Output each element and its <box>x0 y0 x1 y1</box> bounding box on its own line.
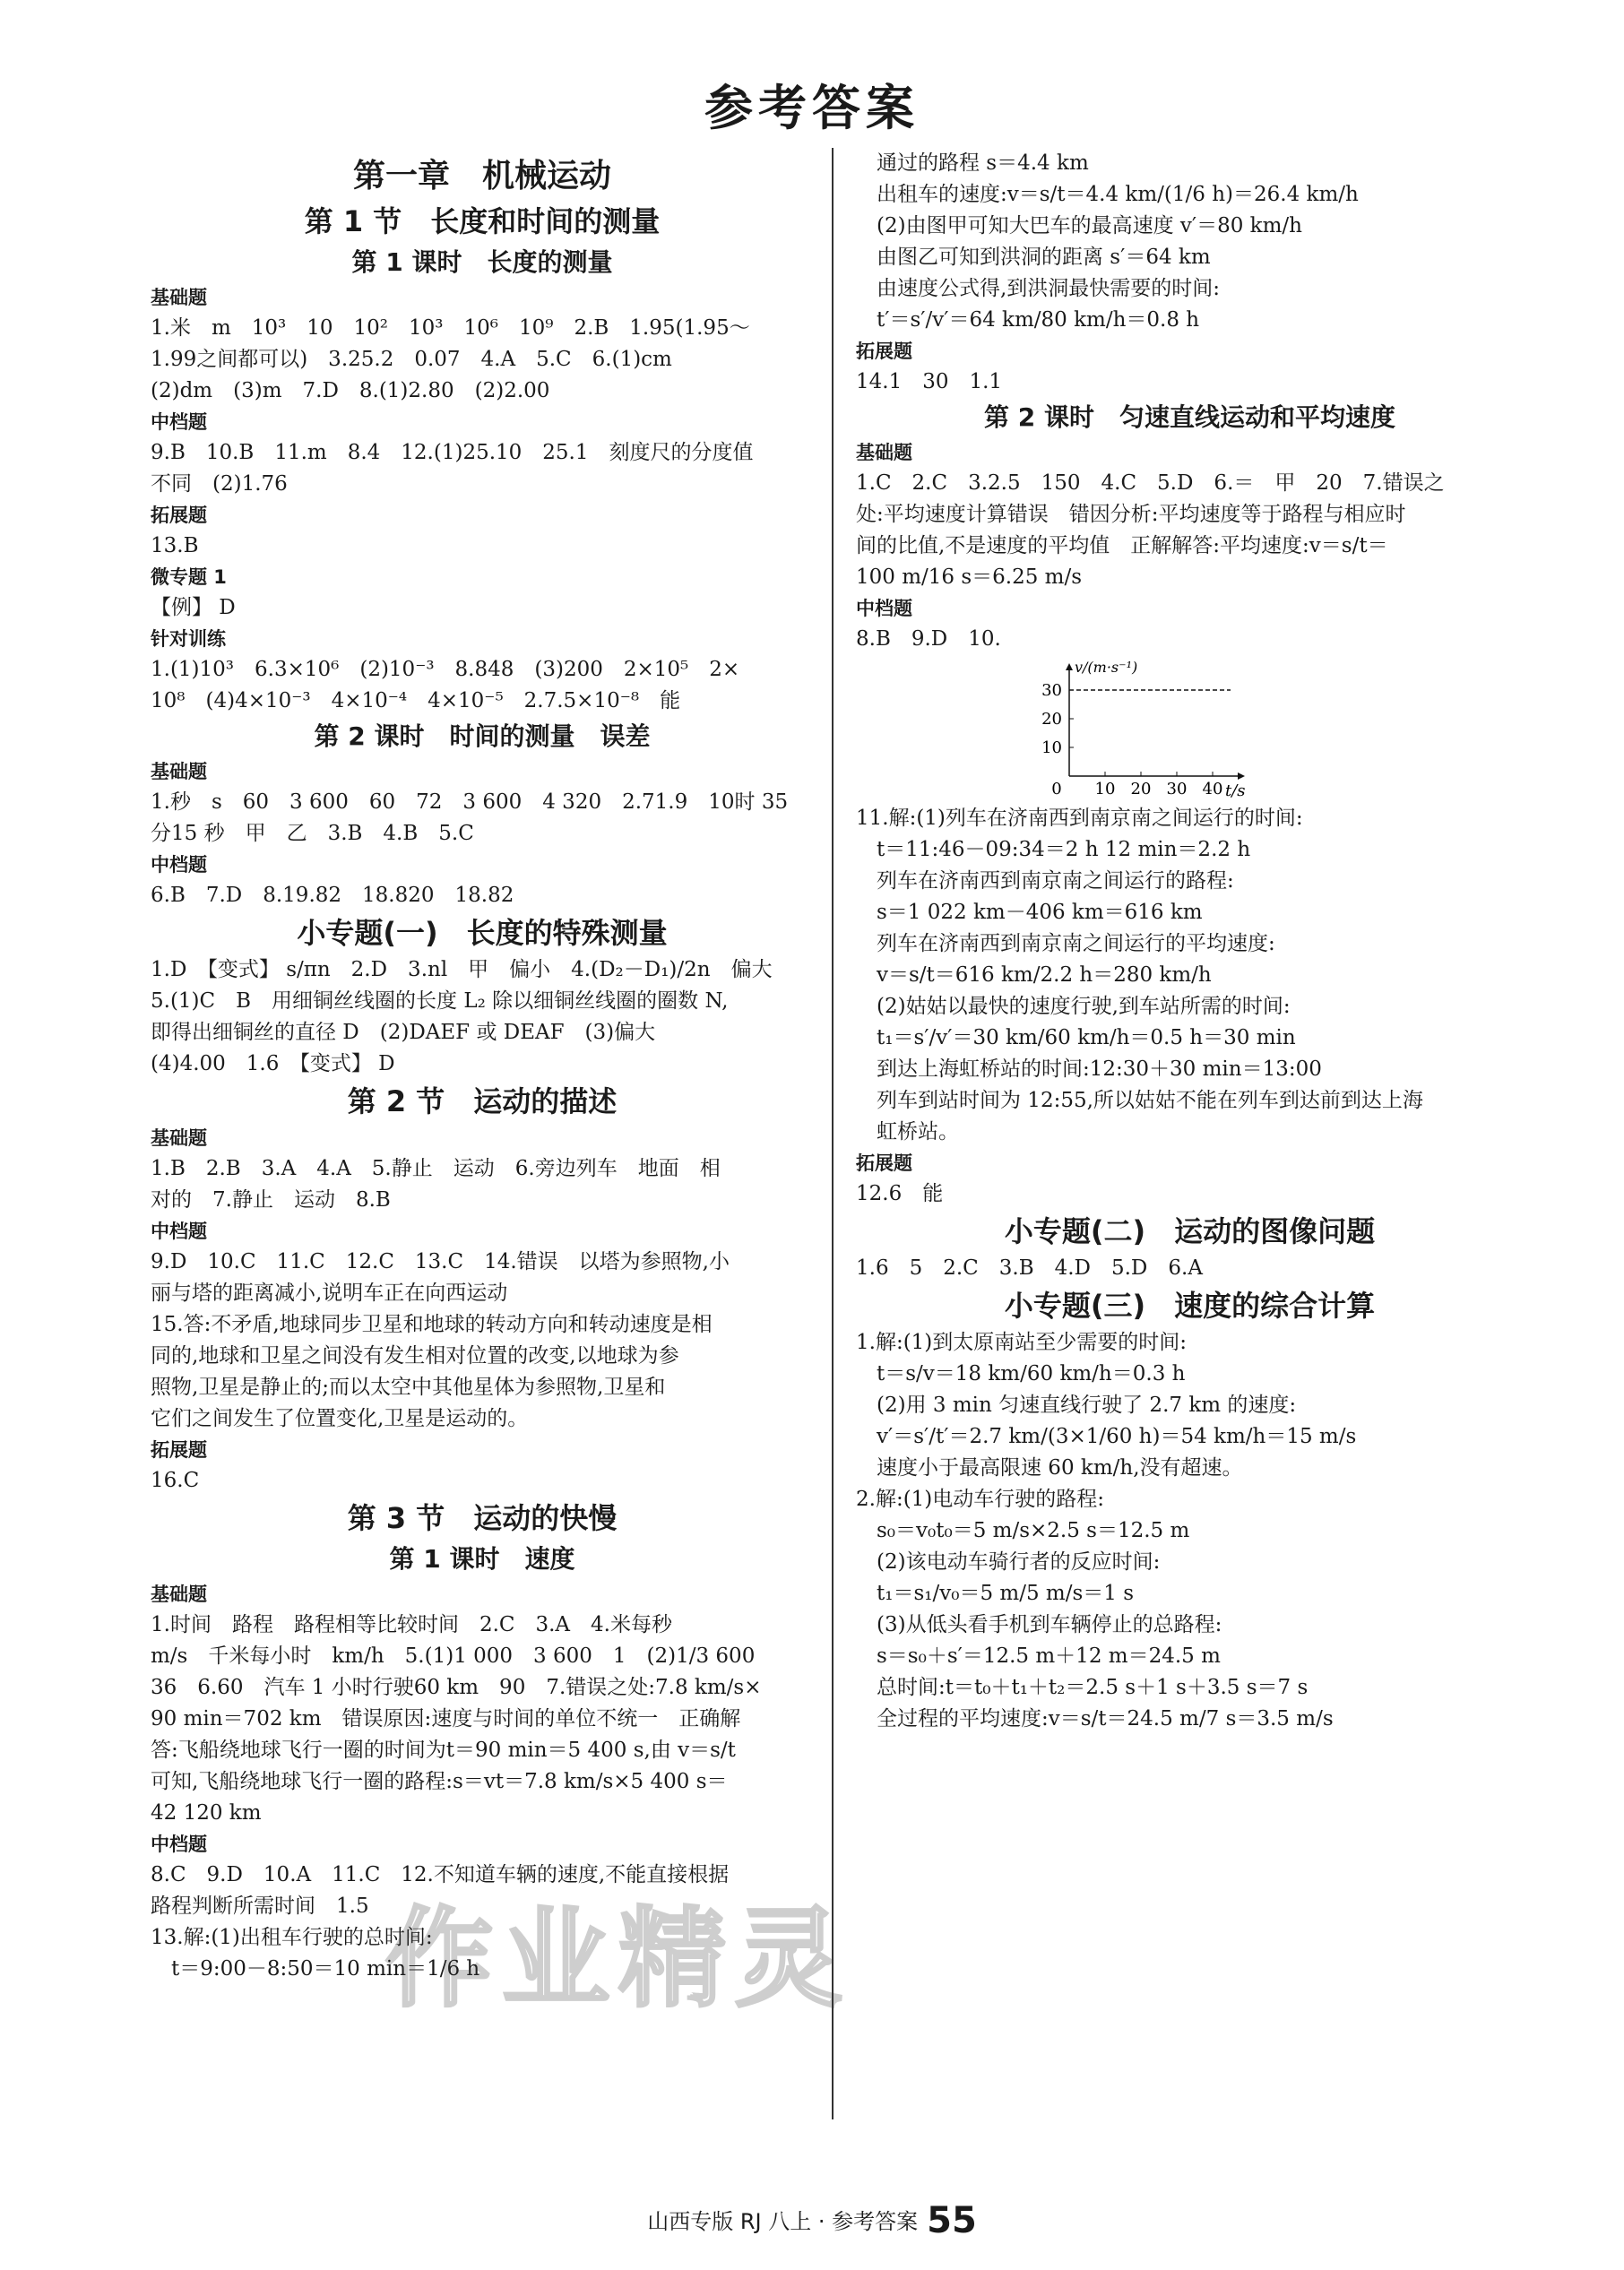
line-text: 9.B 10.B 11.m 8.4 12.(1)25.10 25.1 刻度尺的分度值 <box>151 441 754 464</box>
section-heading <box>856 398 1524 437</box>
line-text: 拓展题 <box>151 1439 207 1461</box>
column-divider <box>832 148 834 2119</box>
question-category-label <box>151 1829 814 1860</box>
line-text: 虹桥站。 <box>856 1120 959 1144</box>
answer-line <box>856 1178 1524 1210</box>
question-category-label <box>151 624 814 654</box>
line-text: 它们之间发生了位置变化,卫星是运动的。 <box>151 1407 529 1430</box>
line-text: 通过的路程 s＝4.4 km <box>856 151 1089 175</box>
answer-line <box>151 313 814 344</box>
line-text: 1.D 【变式】 s/πn 2.D 3.nl 甲 偏小 4.(D₂－D₁)/2n 偏大 <box>151 958 773 981</box>
y-tick-label: 30 <box>1041 681 1062 700</box>
line-text: (2)dm (3)m 7.D 8.(1)2.80 (2)2.00 <box>151 379 550 402</box>
answer-line <box>151 1309 814 1341</box>
section-heading <box>856 1210 1524 1253</box>
answer-line <box>151 1641 814 1672</box>
line-text: 小专题(三) 速度的综合计算 <box>1004 1289 1376 1323</box>
line-text: 5.(1)C B 用细铜丝线圈的长度 L₂ 除以细铜丝线圈的圈数 N, <box>151 989 729 1013</box>
line-text: t＝9:00－8:50＝10 min＝1/6 h <box>151 1957 480 1981</box>
x-axis-arrow <box>1238 772 1245 780</box>
line-text: 14.1 30 1.1 <box>856 370 1003 393</box>
answer-line <box>856 1359 1524 1390</box>
answer-line <box>151 1672 814 1704</box>
answer-line <box>856 1054 1524 1085</box>
answer-line <box>856 834 1524 866</box>
line-text: 1.6 5 2.C 3.B 4.D 5.D 6.A <box>856 1256 1203 1280</box>
answer-line <box>856 1085 1524 1117</box>
x-tick-label: 30 <box>1166 780 1188 798</box>
answer-line <box>856 1672 1524 1704</box>
answer-line <box>856 1421 1524 1453</box>
answer-line <box>856 960 1524 991</box>
line-text: 90 min＝702 km 错误原因:速度与时间的单位不统一 正确解 <box>151 1707 741 1731</box>
line-text: 基础题 <box>151 761 207 782</box>
answer-line <box>856 468 1524 499</box>
line-text: t₁＝s₁/v₀＝5 m/5 m/s＝1 s <box>856 1582 1135 1605</box>
answer-line <box>856 991 1524 1023</box>
line-text: 基础题 <box>151 1584 207 1605</box>
answer-line <box>151 344 814 375</box>
line-text: 基础题 <box>151 287 207 308</box>
line-text: 间的比值,不是速度的平均值 正解解答:平均速度:v＝s/t＝ <box>856 534 1388 557</box>
question-category-label <box>151 850 814 880</box>
line-text: 小专题(一) 长度的特殊测量 <box>297 916 668 950</box>
answer-line <box>151 686 814 717</box>
answer-line <box>856 1327 1524 1359</box>
line-text: 答:飞船绕地球飞行一圈的时间为t＝90 min＝5 400 s,由 v＝s/t <box>151 1739 736 1762</box>
y-tick-label: 20 <box>1041 710 1062 729</box>
question-category-label <box>856 593 1524 624</box>
y-axis-label: v/(m·s⁻¹) <box>1074 659 1138 676</box>
line-text: 第一章 机械运动 <box>352 158 611 194</box>
line-text: 丽与塔的距离减小,说明车正在向西运动 <box>151 1282 508 1305</box>
line-text: 即得出细铜丝的直径 D (2)DAEF 或 DEAF (3)偏大 <box>151 1021 656 1044</box>
section-heading <box>151 911 814 954</box>
line-text: 10⁸ (4)4×10⁻³ 4×10⁻⁴ 4×10⁻⁵ 2.7.5×10⁻⁸ 能 <box>151 689 681 712</box>
line-text: 16.C <box>151 1469 200 1492</box>
line-text: 列车到站时间为 12:55,所以姑姑不能在列车到达前到达上海 <box>856 1089 1423 1112</box>
question-category-label <box>856 437 1524 468</box>
line-text: 拓展题 <box>856 341 912 362</box>
answer-line <box>151 1185 814 1216</box>
line-text: 中档题 <box>151 854 207 876</box>
section-heading <box>151 200 814 243</box>
line-text: 6.B 7.D 8.19.82 18.820 18.82 <box>151 884 514 907</box>
answer-line <box>151 1403 814 1435</box>
line-text: t′＝s′/v′＝64 km/80 km/h＝0.8 h <box>856 308 1200 332</box>
section-heading <box>151 243 814 282</box>
answer-line <box>151 592 814 624</box>
answer-line <box>856 803 1524 834</box>
section-heading <box>151 153 814 200</box>
section-heading <box>151 1497 814 1540</box>
line-text: 第 2 课时 匀速直线运动和平均速度 <box>984 402 1395 432</box>
line-text: (4)4.00 1.6 【变式】 D <box>151 1052 395 1075</box>
line-text: 分15 秒 甲 乙 3.B 4.B 5.C <box>151 822 474 845</box>
answer-line <box>856 1547 1524 1578</box>
answer-line <box>856 1578 1524 1610</box>
line-text: 1.99之间都可以) 3.25.2 0.07 4.A 5.C 6.(1)cm <box>151 348 672 371</box>
answer-line <box>151 1798 814 1829</box>
line-text: 第 2 课时 时间的测量 误差 <box>314 721 651 751</box>
line-text: 1.时间 路程 路程相等比较时间 2.C 3.A 4.米每秒 <box>151 1613 672 1636</box>
line-text: t＝11:46－09:34＝2 h 12 min＝2.2 h <box>856 838 1251 861</box>
answer-line <box>856 897 1524 928</box>
answer-line <box>151 1704 814 1735</box>
x-tick-label: 10 <box>1094 780 1116 798</box>
line-text: 36 6.60 汽车 1 小时行驶60 km 90 7.错误之处:7.8 km/s× <box>151 1676 762 1699</box>
line-text: (2)姑姑以最快的速度行驶,到车站所需的时间: <box>856 995 1291 1018</box>
watermark: 作业精灵 <box>385 1897 851 2022</box>
answer-line <box>856 531 1524 562</box>
line-text: 到达上海虹桥站的时间:12:30＋30 min＝13:00 <box>856 1057 1322 1081</box>
answer-line <box>151 437 814 469</box>
answer-line <box>151 1247 814 1278</box>
question-category-label <box>856 336 1524 367</box>
answer-line <box>856 242 1524 273</box>
question-category-label <box>151 500 814 531</box>
section-heading <box>151 717 814 756</box>
question-category-label <box>151 1216 814 1247</box>
x-tick-label: 20 <box>1130 780 1152 798</box>
answer-line <box>856 1390 1524 1421</box>
answer-line <box>856 179 1524 211</box>
line-text: (2)该电动车骑行者的反应时间: <box>856 1550 1161 1574</box>
answer-line <box>151 654 814 686</box>
page-title: 参考答案 <box>704 80 920 136</box>
answer-line <box>856 1641 1524 1672</box>
line-text: v＝s/t＝616 km/2.2 h＝280 km/h <box>856 963 1212 987</box>
line-text: 基础题 <box>151 1127 207 1149</box>
answer-line <box>151 1017 814 1049</box>
line-text: (3)从低头看手机到车辆停止的总路程: <box>856 1613 1222 1636</box>
velocity-time-graph <box>1015 624 1248 803</box>
answer-line <box>856 1253 1524 1284</box>
answer-line <box>856 928 1524 960</box>
line-text: s＝1 022 km－406 km＝616 km <box>856 901 1203 924</box>
line-text: 基础题 <box>856 442 912 463</box>
answer-line <box>856 211 1524 242</box>
x-axis-label: t/s <box>1224 781 1246 800</box>
line-text: (2)用 3 min 匀速直线行驶了 2.7 km 的速度: <box>856 1394 1297 1417</box>
page-number: 55 <box>927 2200 977 2241</box>
question-category-label <box>856 1148 1524 1178</box>
section-heading <box>856 1284 1524 1327</box>
line-text: 处:平均速度计算错误 错因分析:平均速度等于路程与相应时 <box>856 503 1406 526</box>
line-text: 1.C 2.C 3.2.5 150 4.C 5.D 6.＝ 甲 20 7.错误之 <box>856 471 1445 495</box>
line-text: 1.(1)10³ 6.3×10⁶ (2)10⁻³ 8.848 (3)200 2×10⁵ 2× <box>151 658 740 681</box>
answer-line <box>856 1453 1524 1484</box>
line-text: 第 3 节 运动的快慢 <box>347 1501 618 1535</box>
y-axis-arrow <box>1066 663 1073 670</box>
answer-line <box>151 1610 814 1641</box>
answer-line <box>151 954 814 986</box>
answer-line <box>151 1766 814 1798</box>
line-text: 出租车的速度:v＝s/t＝4.4 km/(1/6 h)＝26.4 km/h <box>856 183 1359 206</box>
line-text: 第 1 课时 速度 <box>389 1544 575 1574</box>
line-text: 2.解:(1)电动车行驶的路程: <box>856 1488 1105 1511</box>
line-text: m/s 千米每小时 km/h 5.(1)1 000 3 600 1 (2)1/3 600 <box>151 1644 756 1668</box>
answer-line <box>856 1610 1524 1641</box>
question-category-label <box>151 407 814 437</box>
line-text: 15.答:不矛盾,地球同步卫星和地球的转动方向和转动速度是相 <box>151 1313 713 1336</box>
answer-line <box>856 1704 1524 1735</box>
line-text: 列车在济南西到南京南之间运行的平均速度: <box>856 932 1275 955</box>
line-text: 【例】 D <box>151 596 236 619</box>
page-footer <box>0 2200 1624 2241</box>
line-text: 速度小于最高限速 60 km/h,没有超速。 <box>856 1456 1243 1480</box>
line-text: 第 2 节 运动的描述 <box>347 1084 618 1118</box>
answer-line <box>151 375 814 407</box>
question-category-label <box>151 282 814 313</box>
answer-line <box>151 469 814 500</box>
answer-line <box>856 562 1524 593</box>
answer-line <box>856 1117 1524 1148</box>
answer-line <box>856 367 1524 398</box>
line-text: t＝s/v＝18 km/60 km/h＝0.3 h <box>856 1362 1186 1385</box>
line-text: 8.B 9.D 10. <box>856 627 1001 651</box>
answer-line <box>856 1484 1524 1515</box>
answer-line <box>151 1372 814 1403</box>
answer-line <box>151 1153 814 1185</box>
line-text: 对的 7.静止 运动 8.B <box>151 1188 391 1212</box>
line-text: 拓展题 <box>151 505 207 526</box>
line-text: 由速度公式得,到洪洞最快需要的时间: <box>856 277 1221 300</box>
section-heading <box>151 1540 814 1579</box>
line-text: (2)由图甲可知大巴车的最高速度 v′＝80 km/h <box>856 214 1302 237</box>
line-text: 小专题(二) 运动的图像问题 <box>1004 1214 1376 1248</box>
line-text: 照物,卫星是静止的;而以太空中其他星体为参照物,卫星和 <box>151 1376 666 1399</box>
line-text: s＝s₀＋s′＝12.5 m＋12 m＝24.5 m <box>856 1644 1221 1668</box>
line-text: 1.解:(1)到太原南站至少需要的时间: <box>856 1331 1188 1354</box>
line-text: s₀＝v₀t₀＝5 m/s×2.5 s＝12.5 m <box>856 1519 1190 1542</box>
line-text: 100 m/16 s＝6.25 m/s <box>856 565 1083 589</box>
line-text: 不同 (2)1.76 <box>151 472 288 496</box>
answer-line <box>151 818 814 850</box>
line-text: 42 120 km <box>151 1801 262 1825</box>
answer-line <box>151 1278 814 1309</box>
footer-text: 山西专版 RJ 八上 · 参考答案 <box>647 2209 919 2234</box>
line-text: 中档题 <box>151 1834 207 1855</box>
answer-line <box>151 1049 814 1080</box>
line-text: 11.解:(1)列车在济南西到南京南之间运行的时间: <box>856 807 1303 830</box>
answer-line <box>151 787 814 818</box>
section-heading <box>151 1080 814 1123</box>
answer-line <box>151 880 814 911</box>
left-column <box>151 148 814 1985</box>
line-text: 路程判断所需时间 1.5 <box>151 1895 369 1918</box>
right-column <box>856 148 1524 1735</box>
line-text: 中档题 <box>856 598 912 619</box>
answer-line <box>151 1735 814 1766</box>
line-text: 总时间:t＝t₀＋t₁＋t₂＝2.5 s＋1 s＋3.5 s＝7 s <box>856 1676 1309 1699</box>
y-tick-label: 10 <box>1041 738 1062 757</box>
line-text: 8.C 9.D 10.A 11.C 12.不知道车辆的速度,不能直接根据 <box>151 1863 730 1886</box>
line-text: 同的,地球和卫星之间没有发生相对位置的改变,以地球为参 <box>151 1344 679 1368</box>
answer-line <box>151 1341 814 1372</box>
line-text: 中档题 <box>151 1221 207 1242</box>
question-category-label <box>151 1579 814 1610</box>
line-text: 由图乙可知到洪洞的距离 s′＝64 km <box>856 246 1211 269</box>
line-text: 列车在济南西到南京南之间运行的路程: <box>856 869 1234 893</box>
line-text: 中档题 <box>151 411 207 433</box>
question-category-label <box>151 1123 814 1153</box>
answer-line <box>856 273 1524 305</box>
line-text: 第 1 节 长度和时间的测量 <box>304 204 661 238</box>
x-tick-label: 0 <box>1051 780 1062 798</box>
answer-line <box>151 986 814 1017</box>
question-category-label <box>151 756 814 787</box>
line-text: 全过程的平均速度:v＝s/t＝24.5 m/7 s＝3.5 m/s <box>856 1707 1334 1731</box>
line-text: 1.米 m 10³ 10 10² 10³ 10⁶ 10⁹ 2.B 1.95(1.95～ <box>151 316 750 340</box>
answer-line <box>151 531 814 562</box>
x-tick-label: 40 <box>1202 780 1223 798</box>
question-category-label <box>151 1435 814 1465</box>
line-text: 12.6 能 <box>856 1182 944 1205</box>
line-text: 1.秒 s 60 3 600 60 72 3 600 4 320 2.71.9 10时 35 <box>151 790 789 814</box>
line-text: 微专题 1 <box>151 566 227 588</box>
line-text: 13.解:(1)出租车行驶的总时间: <box>151 1926 433 1949</box>
line-text: 拓展题 <box>856 1152 912 1174</box>
line-text: 可知,飞船绕地球飞行一圈的路程:s＝vt＝7.8 km/s×5 400 s＝ <box>151 1770 728 1793</box>
line-text: 1.B 2.B 3.A 4.A 5.静止 运动 6.旁边列车 地面 相 <box>151 1157 721 1180</box>
line-text: v′＝s′/t′＝2.7 km/(3×1/60 h)＝54 km/h＝15 m/s <box>856 1425 1357 1448</box>
line-text: 13.B <box>151 534 199 557</box>
answer-line <box>856 1023 1524 1054</box>
line-text: 9.D 10.C 11.C 12.C 13.C 14.错误 以塔为参照物,小 <box>151 1250 730 1273</box>
answer-line <box>856 866 1524 897</box>
line-text: t₁＝s′/v′＝30 km/60 km/h＝0.5 h＝30 min <box>856 1026 1296 1049</box>
answer-line <box>151 1465 814 1497</box>
answer-line <box>856 499 1524 531</box>
line-text: 针对训练 <box>151 628 226 650</box>
question-category-label <box>151 562 814 592</box>
answer-line <box>856 1515 1524 1547</box>
answer-line <box>856 148 1524 179</box>
answer-line <box>856 624 1524 803</box>
line-text: 第 1 课时 长度的测量 <box>351 247 613 277</box>
answer-line <box>856 305 1524 336</box>
